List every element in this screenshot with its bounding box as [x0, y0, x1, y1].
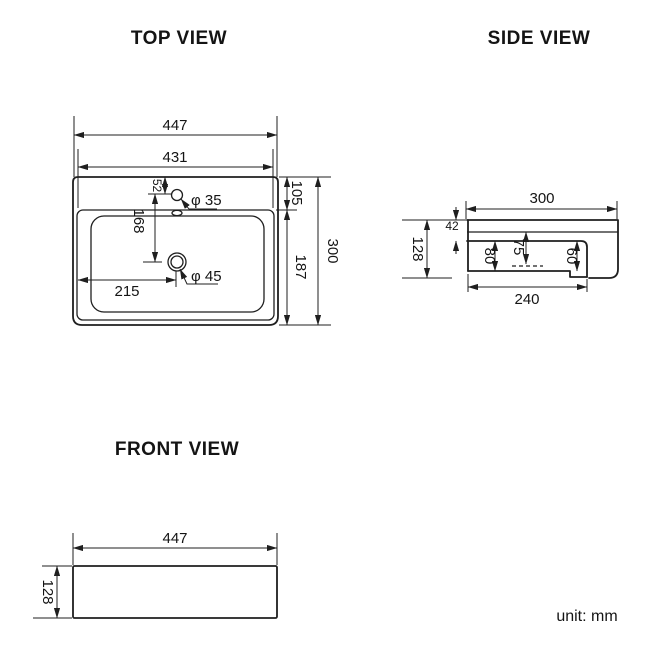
- dim-front-overall-width: 447: [162, 530, 188, 547]
- top-view-outline: [73, 177, 278, 325]
- dim-top-inner-width: 431: [162, 149, 188, 166]
- side-view: [402, 28, 618, 308]
- dim-faucet-to-drain: 168: [130, 208, 147, 234]
- dim-side-bowl-depth-left: 80: [481, 247, 498, 265]
- faucet-hole: [172, 190, 183, 201]
- overflow-slot: [172, 210, 182, 215]
- label-drain-hole-dia: φ 45: [191, 268, 222, 285]
- dim-top-basin-depth: 187: [292, 254, 309, 280]
- side-view-title: SIDE VIEW: [487, 28, 591, 49]
- dim-top-back-depth: 105: [288, 180, 305, 206]
- dim-top-overall-depth: 300: [324, 238, 341, 264]
- top-view: [73, 28, 341, 325]
- dim-front-overall-height: 128: [39, 579, 56, 605]
- dim-faucet-offset: 52: [150, 178, 164, 193]
- front-view: [33, 439, 277, 618]
- dim-side-overall-depth: 300: [529, 190, 555, 207]
- front-view-dimensions: [33, 530, 277, 618]
- front-view-outline: [73, 566, 277, 618]
- top-view-dimensions: [74, 116, 341, 325]
- dim-side-base-depth: 240: [514, 291, 540, 308]
- basin-outer-outline: [73, 177, 278, 325]
- front-body-outline: [73, 566, 277, 618]
- dim-side-bowl-depth-right: 60: [563, 247, 580, 265]
- side-bowl-bottom: [468, 271, 587, 277]
- drain-hole-inner: [171, 256, 183, 268]
- side-view-dimensions: [402, 190, 617, 308]
- basin-rim-outer: [77, 210, 274, 320]
- dim-top-overall-width: 447: [162, 117, 188, 134]
- label-faucet-hole-dia: φ 35: [191, 192, 222, 209]
- front-view-title: FRONT VIEW: [114, 439, 240, 460]
- top-view-title: TOP VIEW: [130, 28, 228, 49]
- dim-side-overall-height: 128: [409, 236, 426, 262]
- unit-note: unit: mm: [556, 608, 618, 625]
- dim-drain-from-left: 215: [114, 283, 140, 300]
- dim-side-bowl-depth-center: 75: [510, 238, 527, 256]
- dim-side-rim-height: 42: [445, 219, 459, 233]
